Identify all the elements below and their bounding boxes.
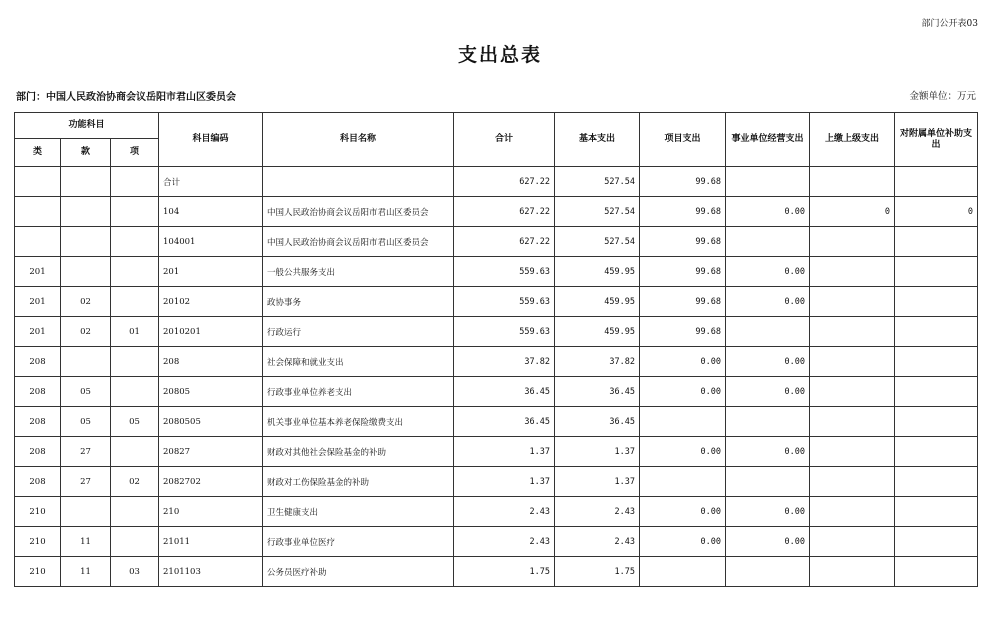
cell-project: 0.00 (640, 437, 726, 467)
cell-kuan (61, 497, 111, 527)
cell-xiang (111, 497, 159, 527)
cell-upper (810, 527, 895, 557)
cell-upper (810, 467, 895, 497)
cell-business (726, 557, 810, 587)
table-row (15, 497, 978, 527)
cell-project (640, 557, 726, 587)
cell-business: 0.00 (726, 257, 810, 287)
cell-subject-code: 201 (159, 257, 263, 287)
cell-xiang (111, 227, 159, 257)
cell-subject-code: 21011 (159, 527, 263, 557)
cell-upper (810, 287, 895, 317)
cell-project (640, 467, 726, 497)
table-row (15, 197, 978, 227)
cell-basic: 459.95 (555, 317, 640, 347)
cell-total: 37.82 (454, 347, 555, 377)
cell-lei (15, 227, 61, 257)
cell-project: 0.00 (640, 377, 726, 407)
cell-business: 0.00 (726, 377, 810, 407)
table-row (15, 227, 978, 257)
cell-lei: 208 (15, 437, 61, 467)
header-function-subject: 功能科目 (15, 113, 159, 139)
cell-xiang (111, 287, 159, 317)
cell-total: 1.37 (454, 437, 555, 467)
cell-basic: 459.95 (555, 257, 640, 287)
cell-kuan: 02 (61, 287, 111, 317)
cell-subsidy (895, 527, 978, 557)
cell-subject-name: 社会保障和就业支出 (263, 347, 454, 377)
header-subject-code: 科目编码 (159, 113, 263, 167)
cell-subsidy: 0 (895, 197, 978, 227)
cell-subject-code: 104 (159, 197, 263, 227)
expenditure-table (14, 112, 978, 587)
cell-lei: 201 (15, 287, 61, 317)
cell-upper: 0 (810, 197, 895, 227)
cell-basic: 527.54 (555, 227, 640, 257)
cell-subject-name: 公务员医疗补助 (263, 557, 454, 587)
cell-basic: 36.45 (555, 377, 640, 407)
cell-kuan: 05 (61, 407, 111, 437)
cell-upper (810, 497, 895, 527)
cell-business: 0.00 (726, 437, 810, 467)
cell-total: 1.75 (454, 557, 555, 587)
cell-project: 0.00 (640, 347, 726, 377)
cell-basic: 527.54 (555, 167, 640, 197)
cell-kuan (61, 257, 111, 287)
cell-lei: 208 (15, 467, 61, 497)
cell-project: 99.68 (640, 287, 726, 317)
cell-project: 99.68 (640, 227, 726, 257)
cell-subsidy (895, 467, 978, 497)
form-number: 部门公开表03 (921, 19, 978, 29)
cell-subject-name: 行政运行 (263, 317, 454, 347)
cell-business (726, 227, 810, 257)
unit-label: 金额单位：万元 (909, 91, 976, 102)
header-subject-name: 科目名称 (263, 113, 454, 167)
cell-subject-code: 210 (159, 497, 263, 527)
cell-total: 1.37 (454, 467, 555, 497)
cell-basic: 36.45 (555, 407, 640, 437)
cell-subject-name: 一般公共服务支出 (263, 257, 454, 287)
cell-basic: 2.43 (555, 527, 640, 557)
cell-lei: 208 (15, 347, 61, 377)
cell-subject-name: 中国人民政治协商会议岳阳市君山区委员会 (263, 227, 454, 257)
cell-subject-name: 行政事业单位养老支出 (263, 377, 454, 407)
cell-basic: 527.54 (555, 197, 640, 227)
cell-project: 99.68 (640, 257, 726, 287)
cell-subject-name: 中国人民政治协商会议岳阳市君山区委员会 (263, 197, 454, 227)
cell-xiang: 03 (111, 557, 159, 587)
cell-project: 0.00 (640, 497, 726, 527)
cell-lei: 201 (15, 257, 61, 287)
cell-subsidy (895, 287, 978, 317)
cell-upper (810, 437, 895, 467)
cell-kuan (61, 197, 111, 227)
cell-upper (810, 257, 895, 287)
cell-subject-name: 政协事务 (263, 287, 454, 317)
cell-subject-name: 财政对工伤保险基金的补助 (263, 467, 454, 497)
cell-business: 0.00 (726, 197, 810, 227)
cell-basic: 1.37 (555, 437, 640, 467)
header-business-expenditure: 事业单位经营支出 (726, 113, 810, 167)
cell-business (726, 167, 810, 197)
cell-kuan: 05 (61, 377, 111, 407)
page-title: 支出总表 (457, 44, 542, 66)
cell-subsidy (895, 257, 978, 287)
cell-xiang (111, 437, 159, 467)
cell-upper (810, 347, 895, 377)
cell-business (726, 467, 810, 497)
table-row (15, 407, 978, 437)
header-subsidiary-subsidy: 对附属单位补助支出 (895, 113, 978, 167)
cell-upper (810, 377, 895, 407)
cell-total: 627.22 (454, 197, 555, 227)
cell-xiang: 02 (111, 467, 159, 497)
cell-total: 2.43 (454, 527, 555, 557)
cell-lei: 210 (15, 497, 61, 527)
cell-business: 0.00 (726, 497, 810, 527)
header-upper-payment: 上缴上级支出 (810, 113, 895, 167)
header-xiang: 项 (111, 139, 159, 167)
cell-project (640, 407, 726, 437)
cell-basic: 459.95 (555, 287, 640, 317)
cell-subsidy (895, 317, 978, 347)
cell-business: 0.00 (726, 527, 810, 557)
cell-lei: 210 (15, 557, 61, 587)
cell-kuan (61, 227, 111, 257)
cell-kuan: 02 (61, 317, 111, 347)
table-row (15, 377, 978, 407)
table-row (15, 167, 978, 197)
cell-lei: 208 (15, 407, 61, 437)
cell-subsidy (895, 407, 978, 437)
header-project-expenditure: 项目支出 (640, 113, 726, 167)
table-row (15, 527, 978, 557)
cell-upper (810, 317, 895, 347)
cell-subject-code: 2101103 (159, 557, 263, 587)
cell-basic: 2.43 (555, 497, 640, 527)
cell-subsidy (895, 557, 978, 587)
cell-total: 559.63 (454, 257, 555, 287)
cell-subject-name: 财政对其他社会保险基金的补助 (263, 437, 454, 467)
cell-xiang (111, 527, 159, 557)
cell-kuan (61, 347, 111, 377)
header-kuan: 款 (61, 139, 111, 167)
cell-subject-name: 行政事业单位医疗 (263, 527, 454, 557)
table-row (15, 467, 978, 497)
cell-kuan: 27 (61, 437, 111, 467)
header-total: 合计 (454, 113, 555, 167)
cell-lei: 210 (15, 527, 61, 557)
cell-project: 99.68 (640, 167, 726, 197)
cell-subject-code: 104001 (159, 227, 263, 257)
cell-subject-code: 2010201 (159, 317, 263, 347)
cell-subsidy (895, 227, 978, 257)
table-row (15, 257, 978, 287)
cell-basic: 1.75 (555, 557, 640, 587)
cell-lei (15, 197, 61, 227)
cell-upper (810, 557, 895, 587)
cell-subsidy (895, 377, 978, 407)
cell-subject-code: 20805 (159, 377, 263, 407)
table-row (15, 347, 978, 377)
department-label: 部门：中国人民政治协商会议岳阳市君山区委员会 (16, 92, 236, 103)
cell-upper (810, 407, 895, 437)
cell-kuan (61, 167, 111, 197)
cell-upper (810, 167, 895, 197)
cell-business (726, 317, 810, 347)
table-row (15, 287, 978, 317)
cell-upper (810, 227, 895, 257)
cell-business: 0.00 (726, 287, 810, 317)
cell-subsidy (895, 167, 978, 197)
cell-xiang (111, 257, 159, 287)
cell-kuan: 11 (61, 557, 111, 587)
cell-subject-code: 20827 (159, 437, 263, 467)
cell-total: 627.22 (454, 167, 555, 197)
cell-project: 0.00 (640, 527, 726, 557)
cell-subject-code: 2082702 (159, 467, 263, 497)
cell-xiang: 05 (111, 407, 159, 437)
cell-subject-code: 合计 (159, 167, 263, 197)
table-row (15, 437, 978, 467)
cell-total: 36.45 (454, 377, 555, 407)
cell-xiang (111, 167, 159, 197)
cell-project: 99.68 (640, 197, 726, 227)
cell-xiang: 01 (111, 317, 159, 347)
cell-subject-name: 卫生健康支出 (263, 497, 454, 527)
header-basic-expenditure: 基本支出 (555, 113, 640, 167)
cell-lei: 201 (15, 317, 61, 347)
cell-basic: 1.37 (555, 467, 640, 497)
table-row (15, 557, 978, 587)
cell-total: 36.45 (454, 407, 555, 437)
cell-total: 559.63 (454, 287, 555, 317)
cell-subsidy (895, 347, 978, 377)
cell-kuan: 27 (61, 467, 111, 497)
table-row (15, 317, 978, 347)
cell-subsidy (895, 437, 978, 467)
cell-xiang (111, 197, 159, 227)
cell-subject-name: 机关事业单位基本养老保险缴费支出 (263, 407, 454, 437)
cell-subject-code: 20102 (159, 287, 263, 317)
cell-total: 559.63 (454, 317, 555, 347)
cell-subject-code: 2080505 (159, 407, 263, 437)
header-lei: 类 (15, 139, 61, 167)
cell-subject-name (263, 167, 454, 197)
cell-basic: 37.82 (555, 347, 640, 377)
cell-lei: 208 (15, 377, 61, 407)
cell-xiang (111, 347, 159, 377)
cell-subject-code: 208 (159, 347, 263, 377)
cell-total: 2.43 (454, 497, 555, 527)
cell-subsidy (895, 497, 978, 527)
cell-project: 99.68 (640, 317, 726, 347)
cell-xiang (111, 377, 159, 407)
cell-lei (15, 167, 61, 197)
cell-business (726, 407, 810, 437)
cell-total: 627.22 (454, 227, 555, 257)
cell-kuan: 11 (61, 527, 111, 557)
cell-business: 0.00 (726, 347, 810, 377)
